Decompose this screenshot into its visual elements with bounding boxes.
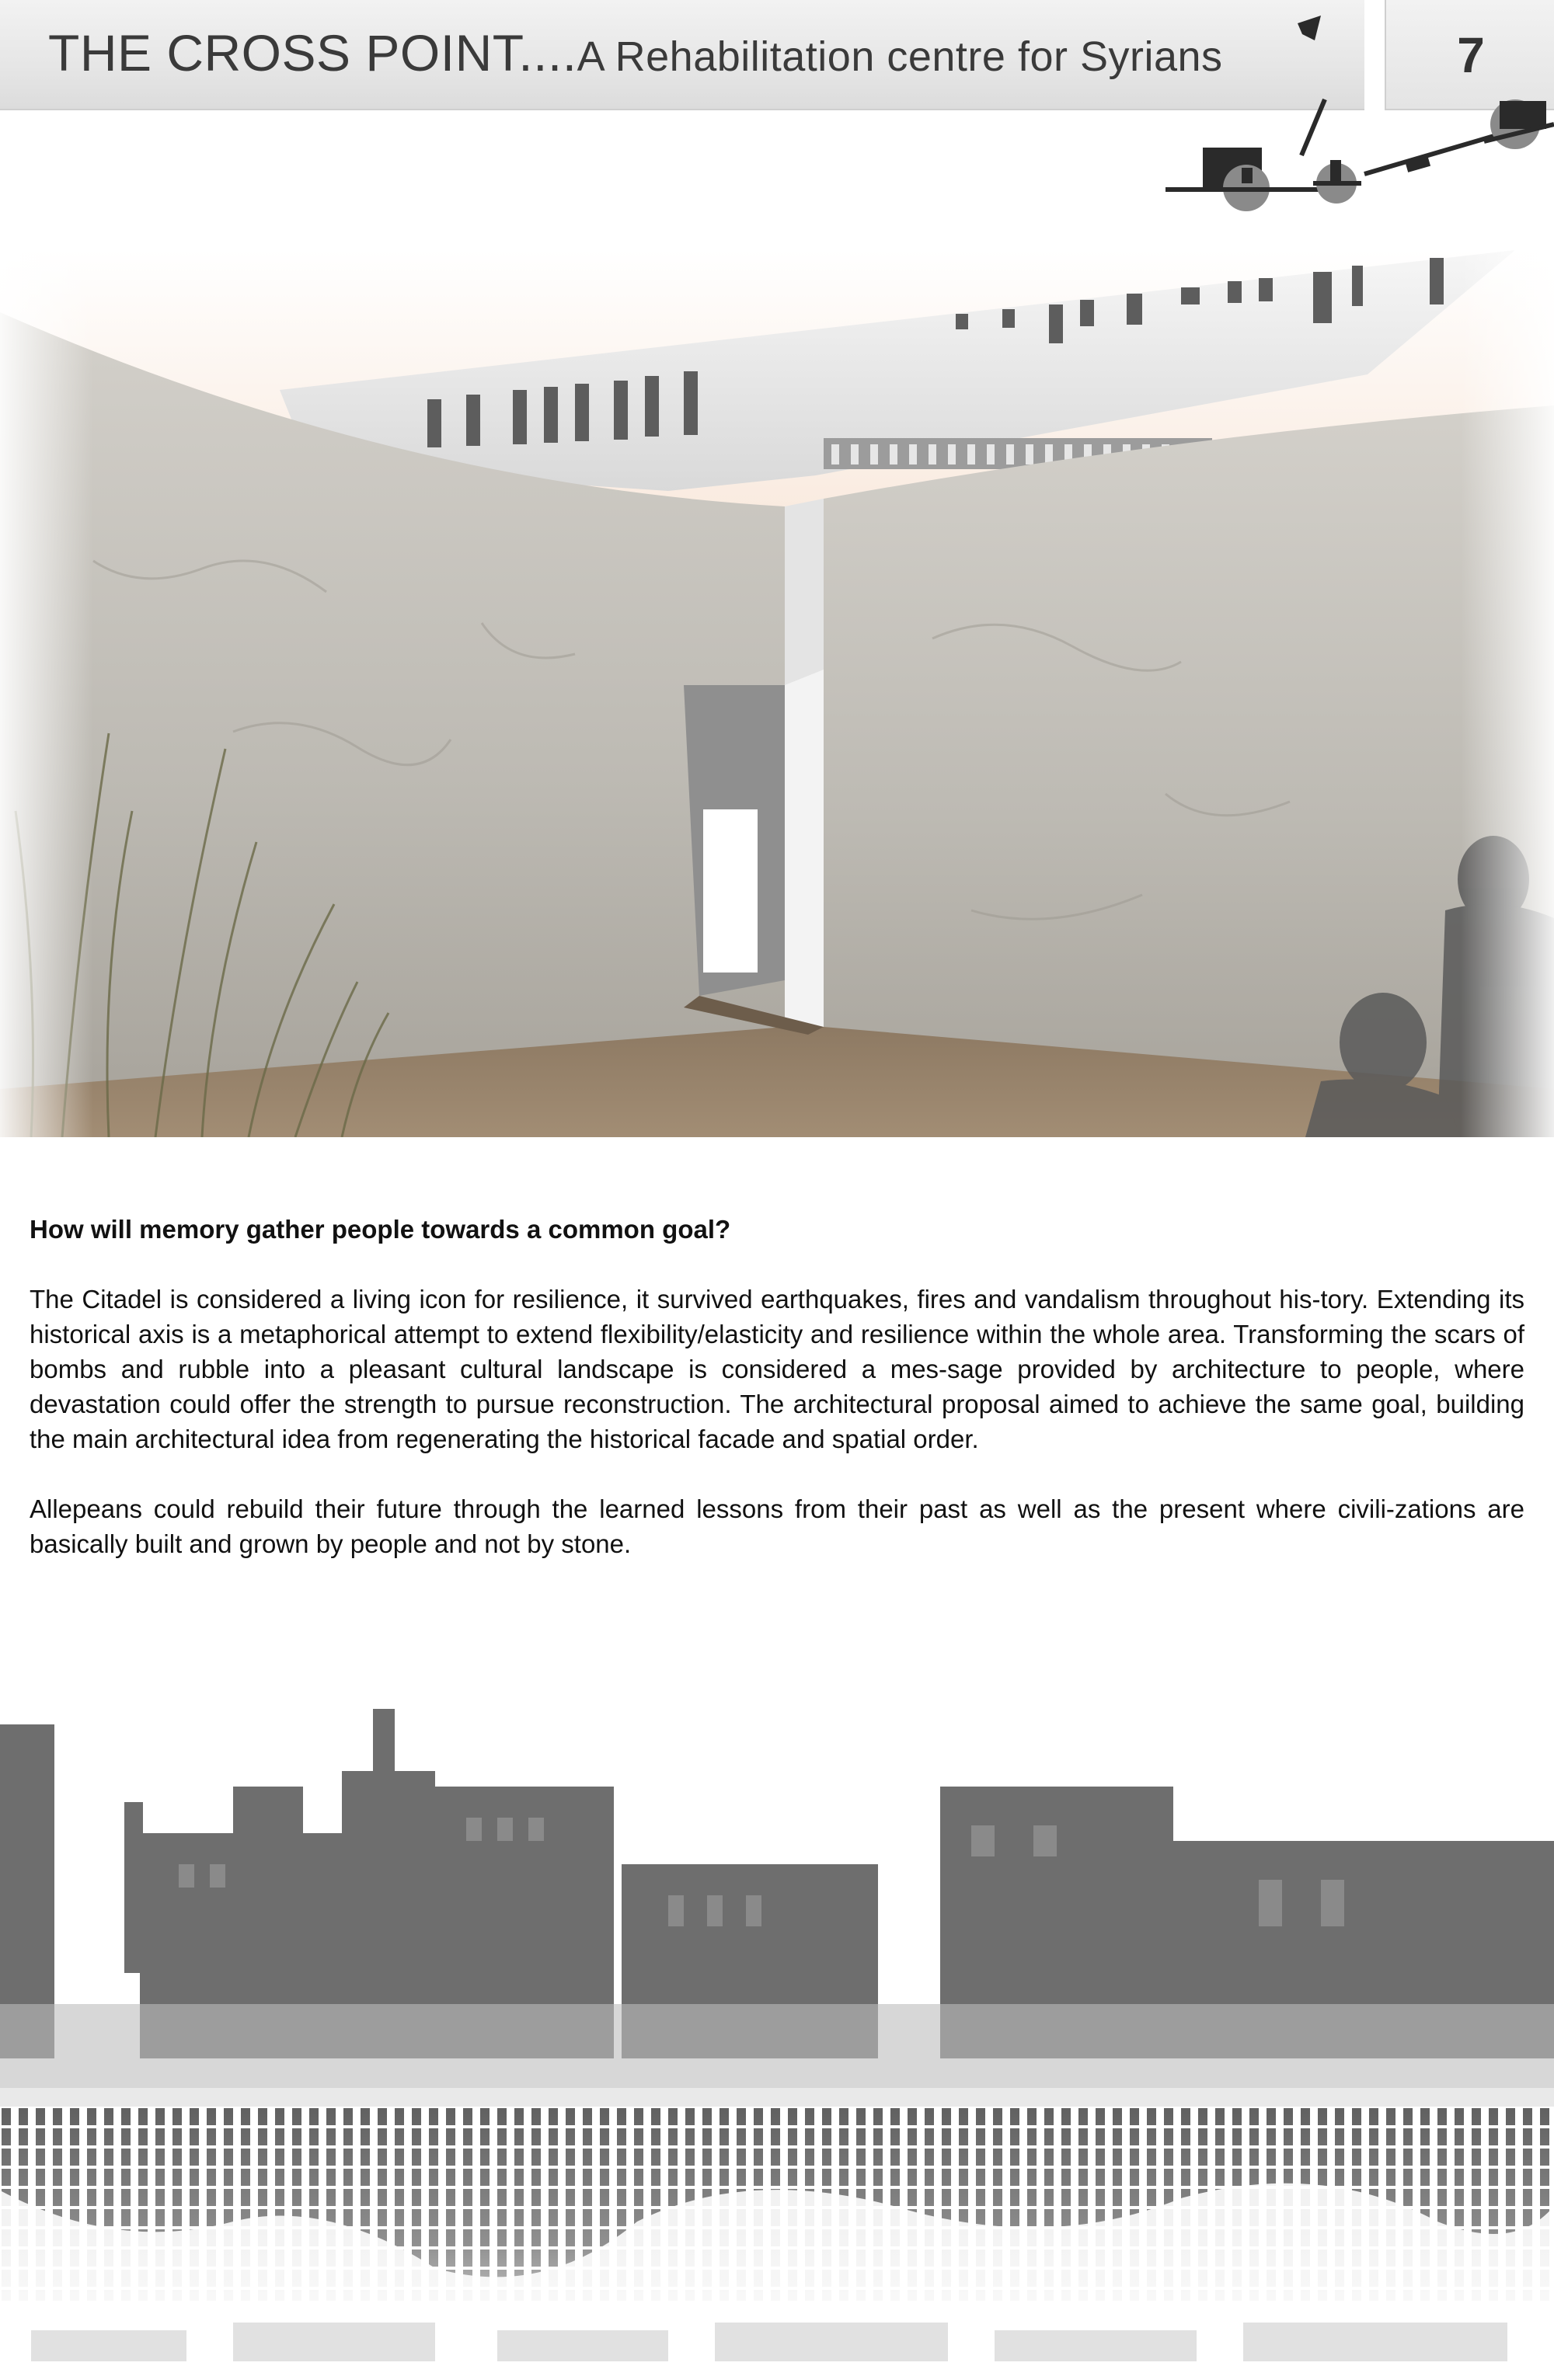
section-question: How will memory gather people towards a common goal? bbox=[30, 1215, 731, 1244]
page-title bbox=[48, 23, 1223, 82]
paragraph-2: Allepeans could rebuild their future through the learned lessons from their past as well as the present where civili-zations are basically built and grown by people and not by stone. bbox=[30, 1494, 1524, 1558]
body-text bbox=[30, 1212, 1524, 1596]
page-number: 7 bbox=[1457, 27, 1485, 83]
citadel-axis-render bbox=[0, 250, 1554, 1137]
paragraph-1: The Citadel is considered a living icon for resilience, it survived earthquakes, fires and vandalism throughout his-tory. Extending its historical axis is a metaphorical attempt to extend flexibility/elasticity and resilience within the whole area. Transforming the scars of bombs and rubble into a pleasant cultural landscape is considered a mes-sage provided by architecture to people, where devastation could offer the strength to pursue reconstruction. The architectural proposal aimed to achieve the same goal, building the main architectural idea from regenerating the historical facade and spatial order. bbox=[30, 1285, 1524, 1453]
title-sub: A Rehabilitation centre for Syrians bbox=[577, 33, 1223, 80]
aleppo-skyline-reflection bbox=[0, 1662, 1554, 2380]
barrow-and-wheels-logo bbox=[1150, 8, 1554, 217]
title-main: THE CROSS POINT.... bbox=[48, 24, 577, 82]
